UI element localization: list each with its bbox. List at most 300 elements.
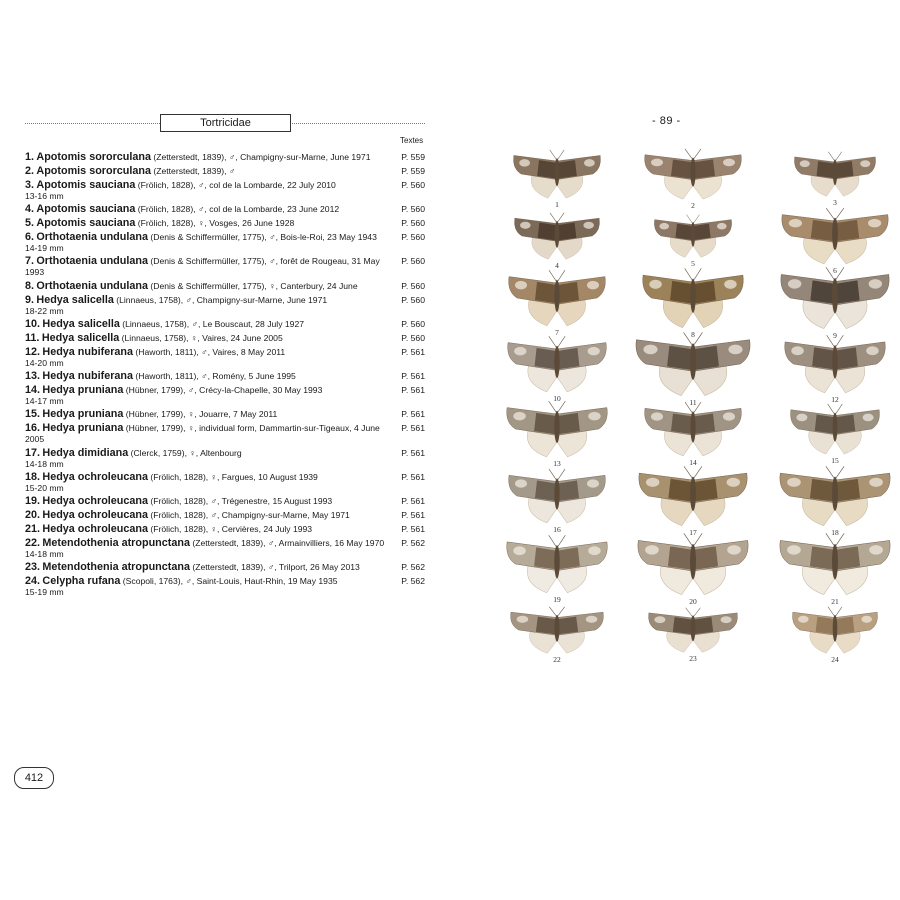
moth-wing-spot-right	[583, 222, 594, 229]
moth-illustration	[779, 265, 891, 331]
moth-specimen	[779, 265, 891, 340]
species-entry	[25, 385, 435, 406]
moth-body	[690, 544, 696, 579]
specimen-number: 2	[691, 201, 695, 210]
species-number: 19.	[25, 495, 41, 507]
moth-antenna-right	[558, 469, 565, 479]
page-reference: P. 560	[401, 204, 425, 214]
moth-wing-spot-right	[588, 546, 600, 555]
moth-wing-spot-right	[586, 616, 598, 623]
page-reference: P. 560	[401, 295, 425, 305]
page-number-bottom: 412	[14, 767, 54, 789]
moth-specimen	[506, 334, 608, 403]
species-entry	[25, 371, 435, 382]
specimen-number: 4	[555, 261, 559, 270]
wingspan-size: 14-19 mm	[25, 243, 64, 253]
moth-wing-band-left	[815, 415, 835, 434]
moth-antenna-right	[694, 149, 701, 159]
moth-body	[554, 346, 559, 378]
specimen-number: 23	[689, 654, 697, 663]
specimen-number: 19	[553, 595, 561, 604]
wingspan-size: 18-22 mm	[25, 306, 64, 316]
moth-wing-spot-left	[513, 412, 525, 421]
moth-antenna-right	[694, 466, 702, 477]
moth-wing-band-right	[693, 160, 715, 179]
species-list	[25, 152, 435, 600]
specimen-number: 10	[553, 394, 561, 403]
species-name: Hedya dimidiana	[42, 447, 129, 459]
species-entry	[25, 510, 435, 521]
page-reference: P. 560	[401, 218, 425, 228]
species-entry-text	[25, 295, 435, 306]
species-number: 15.	[25, 408, 41, 420]
moth-antenna-left	[685, 149, 692, 159]
species-details: (Denis & Schiffermüller, 1775), ♂, Bois-le-Roi, 23 May 1943	[150, 232, 377, 242]
species-entry	[25, 562, 435, 573]
moth-wing-band-left	[675, 224, 693, 240]
specimen-number: 14	[689, 458, 697, 467]
moth-wing-spot-left	[788, 279, 801, 288]
moth-wing-band-right	[693, 546, 718, 570]
species-details: (Haworth, 1811), ♂, Romény, 5 June 1995	[135, 371, 296, 381]
species-details: (Scopoli, 1763), ♂, Saint-Louis, Haut-Rhin, 19 May 1935	[122, 576, 338, 586]
moth-illustration	[512, 148, 602, 200]
wingspan-size: 14-18 mm	[25, 549, 64, 559]
moth-antenna-right	[558, 401, 565, 412]
moth-wing-band-right	[835, 220, 859, 241]
moth-wing-spot-left	[796, 414, 807, 422]
moth-wing-spot-right	[863, 414, 874, 422]
species-entry	[25, 281, 435, 292]
species-details: (Denis & Schiffermüller, 1775), ♂, forêt de Rougeau, 31 May 1993	[25, 256, 380, 277]
moth-specimen	[641, 266, 745, 339]
moth-antenna-right	[558, 270, 565, 281]
moth-wing-band-right	[693, 224, 711, 240]
species-details: (Linnaeus, 1758), ♂, Le Bouscaut, 28 July 1927	[122, 319, 305, 329]
moth-wing-spot-right	[861, 616, 872, 623]
moth-illustration	[778, 531, 892, 597]
page-reference: P. 562	[401, 538, 425, 548]
species-number: 24.	[25, 575, 41, 587]
moth-antenna-right	[558, 535, 565, 546]
moth-specimen	[636, 531, 750, 606]
moth-wing-spot-right	[724, 280, 736, 289]
species-entry-text	[25, 232, 435, 243]
moth-wing-band-left	[668, 479, 693, 502]
moth-wing-band-right	[557, 160, 577, 179]
moth-illustration	[641, 266, 745, 330]
species-name: Hedya nubiferana	[42, 370, 134, 382]
species-details: (Zetterstedt, 1839), ♂, Armainvilliers, 16 May 1970	[192, 538, 385, 548]
moth-specimen	[653, 213, 733, 268]
moth-specimen	[634, 330, 752, 407]
moth-body	[554, 545, 559, 578]
species-entry	[25, 347, 435, 368]
species-entry-text	[25, 281, 435, 292]
moth-wing-band-left	[671, 160, 693, 179]
moth-antenna-left	[549, 535, 556, 546]
moth-wing-band-right	[693, 346, 719, 370]
species-entry-text	[25, 524, 435, 535]
page-reference: P. 561	[401, 385, 425, 395]
species-entry-text	[25, 423, 435, 445]
wingspan-size: 13-16 mm	[25, 191, 64, 201]
species-name: Hedya salicella	[41, 332, 120, 344]
moth-antenna-right	[694, 215, 700, 223]
moth-antenna-right	[558, 336, 565, 347]
page-reference: P. 560	[401, 232, 425, 242]
species-number: 7.	[25, 255, 35, 267]
moth-wing-band-right	[693, 413, 715, 434]
moth-antenna-left	[685, 402, 692, 412]
specimen-number: 15	[831, 456, 839, 465]
moth-wing-spot-right	[584, 159, 595, 166]
moth-wing-spot-left	[654, 616, 665, 623]
species-details: (Frölich, 1828), ♀, Vosges, 26 June 1928	[137, 218, 295, 228]
moth-antenna-left	[826, 533, 834, 545]
moth-specimen	[778, 464, 892, 537]
moth-wing-band-left	[812, 347, 835, 369]
species-entry-text	[25, 371, 435, 382]
specimen-plate	[470, 138, 880, 738]
moth-wing-band-left	[810, 280, 835, 304]
species-number: 22.	[25, 537, 41, 549]
moth-wing-band-right	[557, 480, 579, 501]
page-reference: P. 560	[401, 319, 425, 329]
moth-wing-band-left	[668, 546, 693, 570]
moth-antenna-left	[549, 469, 556, 479]
textes-label: Textes	[400, 136, 424, 145]
wingspan-size: 14-20 mm	[25, 358, 64, 368]
moth-wing-spot-left	[789, 219, 802, 228]
moth-body	[690, 411, 695, 442]
moth-illustration	[506, 334, 608, 394]
specimen-number: 12	[831, 395, 839, 404]
moth-wing-band-left	[670, 281, 693, 304]
moth-body	[554, 280, 559, 312]
moth-wing-spot-left	[514, 347, 526, 356]
species-details: (Frölich, 1828), ♀, Fargues, 10 August 1939	[150, 472, 318, 482]
moth-antenna-left	[549, 607, 556, 616]
moth-body	[832, 544, 838, 579]
moth-wing-band-right	[693, 479, 718, 502]
moth-body	[554, 411, 559, 443]
species-entry	[25, 576, 435, 597]
moth-antenna-right	[558, 607, 565, 616]
species-details: (Denis & Schiffermüller, 1775), ♀, Canterbury, 24 June	[150, 281, 358, 291]
specimen-number: 18	[831, 528, 839, 537]
moth-wing-band-left	[534, 413, 557, 434]
moth-illustration	[637, 464, 749, 528]
species-number: 6.	[25, 231, 35, 243]
specimen-number: 6	[833, 266, 837, 275]
species-details: (Linnaeus, 1758), ♂, Champigny-sur-Marne, June 1971	[116, 295, 328, 305]
section-title: Tortricidae	[160, 114, 291, 132]
species-entry	[25, 333, 435, 344]
species-name: Hedya ochroleucana	[42, 471, 149, 483]
moth-wing-band-left	[537, 160, 557, 179]
moth-antenna-right	[694, 268, 701, 279]
moth-body	[832, 477, 838, 511]
moth-wing-spot-left	[651, 159, 663, 167]
moth-illustration	[643, 147, 743, 201]
moth-antenna-right	[836, 607, 842, 616]
moth-body	[555, 615, 560, 642]
species-entry	[25, 409, 435, 420]
species-number: 18.	[25, 471, 41, 483]
wingspan-size: 14-17 mm	[25, 396, 64, 406]
moth-wing-spot-left	[646, 478, 659, 487]
moth-wing-spot-right	[869, 279, 882, 288]
moth-wing-spot-left	[643, 345, 657, 355]
species-details: (Linnaeus, 1758), ♀, Vaires, 24 June 2005	[121, 333, 283, 343]
moth-specimen	[647, 606, 739, 663]
species-details: (Hübner, 1799), ♀, individual form, Dammartin-sur-Tigeaux, 4 June 2005	[25, 423, 380, 444]
page-reference: P. 559	[401, 166, 425, 176]
specimen-number: 1	[555, 200, 559, 209]
moth-wing-band-right	[557, 223, 576, 241]
moth-wing-band-right	[557, 413, 580, 434]
moth-wing-spot-right	[869, 545, 883, 554]
moth-antenna-left	[684, 332, 692, 344]
moth-specimen	[507, 268, 607, 337]
moth-wing-spot-right	[866, 346, 878, 355]
moth-illustration	[634, 330, 752, 398]
page-reference: P. 560	[401, 333, 425, 343]
moth-body	[832, 345, 837, 378]
moth-body	[555, 158, 560, 186]
specimen-number: 3	[833, 198, 837, 207]
moth-wing-band-left	[673, 617, 693, 634]
species-number: 8.	[25, 280, 35, 292]
moth-antenna-right	[558, 213, 564, 222]
species-entry-text	[25, 333, 435, 344]
moth-wing-band-left	[816, 617, 835, 635]
moth-body	[833, 615, 838, 642]
moth-wing-spot-left	[513, 546, 525, 555]
species-entry	[25, 496, 435, 507]
species-number: 17.	[25, 447, 41, 459]
species-number: 3.	[25, 179, 35, 191]
moth-wing-band-left	[667, 346, 693, 370]
moth-antenna-left	[549, 270, 556, 281]
moth-antenna-left	[684, 466, 692, 477]
moth-specimen	[643, 147, 743, 210]
species-name: Hedya ochroleucana	[42, 495, 149, 507]
species-name: Hedya nubiferana	[42, 346, 134, 358]
species-number: 21.	[25, 523, 41, 535]
species-entry-text	[25, 562, 435, 573]
page-reference: P. 561	[401, 347, 425, 357]
moth-body	[691, 615, 696, 641]
species-entry	[25, 256, 435, 278]
moth-wing-band-right	[557, 348, 579, 369]
species-number: 5.	[25, 217, 35, 229]
specimen-number: 13	[553, 459, 561, 468]
moth-illustration	[636, 531, 750, 597]
moth-illustration	[509, 605, 605, 655]
moth-wing-spot-left	[517, 616, 529, 623]
species-number: 2.	[25, 165, 35, 177]
moth-wing-spot-right	[860, 160, 870, 167]
moth-wing-band-left	[535, 282, 557, 303]
species-number: 9.	[25, 294, 35, 306]
specimen-number: 11	[689, 398, 697, 407]
species-name: Apotomis sororculana	[36, 151, 151, 163]
species-entry-text	[25, 510, 435, 521]
species-entry-text	[25, 204, 435, 215]
species-details: (Zetterstedt, 1839), ♂	[153, 166, 236, 176]
species-name: Celypha rufana	[42, 575, 121, 587]
moth-wing-spot-right	[721, 616, 732, 623]
moth-wing-band-left	[811, 220, 835, 241]
moth-wing-band-left	[534, 547, 557, 569]
moth-illustration	[507, 467, 607, 525]
species-name: Orthotaenia undulana	[36, 280, 148, 292]
species-name: Apotomis sauciana	[36, 203, 136, 215]
page-number-top: - 89 -	[652, 115, 681, 127]
species-entry	[25, 152, 435, 163]
moth-wing-band-right	[835, 161, 853, 178]
moth-specimen	[783, 333, 887, 404]
species-entry	[25, 232, 435, 253]
moth-illustration	[505, 399, 609, 459]
species-number: 13.	[25, 370, 41, 382]
moth-wing-band-right	[835, 546, 860, 570]
page-reference: P. 562	[401, 562, 425, 572]
page-reference: P. 561	[401, 423, 425, 433]
moth-wing-spot-right	[869, 478, 883, 487]
moth-wing-band-right	[835, 617, 854, 635]
moth-specimen	[791, 605, 879, 664]
moth-body	[690, 279, 695, 313]
moth-wing-spot-right	[723, 412, 735, 420]
species-entry	[25, 204, 435, 215]
moth-wing-spot-left	[519, 159, 530, 166]
specimen-number: 17	[689, 528, 697, 537]
moth-specimen	[643, 400, 743, 467]
moth-antenna-left	[826, 267, 834, 279]
moth-wing-spot-left	[515, 281, 527, 290]
moth-wing-spot-right	[727, 545, 741, 554]
moth-wing-band-right	[557, 547, 580, 569]
species-entry-text	[25, 472, 435, 483]
moth-wing-spot-right	[587, 281, 599, 290]
page-reference: P. 560	[401, 281, 425, 291]
page-reference: P. 560	[401, 180, 425, 190]
wingspan-size: 14-18 mm	[25, 459, 64, 469]
moth-wing-spot-left	[520, 222, 531, 229]
species-entry	[25, 319, 435, 330]
moth-wing-band-left	[535, 348, 557, 369]
moth-wing-spot-left	[649, 280, 661, 289]
species-details: (Frölich, 1828), ♂, Champigny-sur-Marne, May 1971	[150, 510, 350, 520]
moth-antenna-left	[550, 213, 556, 222]
moth-specimen	[789, 402, 881, 465]
species-entry	[25, 538, 435, 559]
moth-body	[833, 159, 837, 185]
moth-body	[833, 413, 838, 442]
moth-antenna-left	[828, 607, 834, 616]
moth-wing-spot-left	[791, 346, 803, 355]
moth-antenna-right	[836, 404, 842, 414]
specimen-number: 22	[553, 655, 561, 664]
moth-wing-spot-right	[587, 479, 599, 487]
species-details: (Frölich, 1828), ♂, Trégenestre, 15 August 1993	[150, 496, 333, 506]
moth-wing-spot-right	[588, 347, 600, 356]
moth-antenna-left	[550, 150, 556, 159]
page-reference: P. 561	[401, 409, 425, 419]
specimen-number: 24	[831, 655, 839, 664]
moth-antenna-left	[549, 336, 556, 347]
species-entry-text	[25, 218, 435, 229]
page-reference: P. 560	[401, 256, 425, 266]
species-name: Orthotaenia undulana	[36, 231, 148, 243]
species-number: 23.	[25, 561, 41, 573]
species-details: (Clerck, 1759), ♀, Altenbourg	[130, 448, 242, 458]
species-number: 14.	[25, 384, 41, 396]
species-entry-text	[25, 319, 435, 330]
moth-wing-band-right	[835, 479, 860, 502]
moth-wing-band-right	[557, 282, 579, 303]
moth-specimen	[509, 605, 605, 664]
moth-antenna-right	[558, 150, 564, 159]
species-entry-text	[25, 256, 435, 278]
moth-wing-spot-left	[800, 160, 810, 167]
moth-wing-spot-left	[798, 616, 809, 623]
species-name: Apotomis sauciana	[36, 179, 136, 191]
moth-antenna-left	[828, 404, 834, 414]
moth-body	[554, 478, 559, 509]
species-number: 10.	[25, 318, 41, 330]
wingspan-size: 15-20 mm	[25, 483, 64, 493]
header-rule-right	[290, 123, 425, 124]
species-entry	[25, 180, 435, 201]
species-name: Metendothenia atropunctana	[42, 561, 190, 573]
moth-illustration	[778, 464, 892, 528]
moth-antenna-left	[828, 152, 834, 161]
moth-wing-band-right	[693, 617, 713, 634]
moth-illustration	[789, 402, 881, 456]
species-entry-text	[25, 538, 435, 549]
moth-body	[832, 218, 838, 250]
species-details: (Frölich, 1828), ♂, col de la Lombarde, 23 June 2012	[137, 204, 340, 214]
moth-body	[690, 158, 695, 187]
moth-wing-spot-left	[659, 223, 669, 230]
moth-wing-band-left	[535, 480, 557, 501]
moth-illustration	[780, 206, 890, 266]
species-entry-text	[25, 409, 435, 420]
page-reference: P. 559	[401, 152, 425, 162]
moth-antenna-right	[836, 152, 842, 161]
wingspan-size: 15-19 mm	[25, 587, 64, 597]
moth-antenna-right	[694, 533, 702, 545]
moth-illustration	[783, 333, 887, 395]
header-rule-left	[25, 123, 160, 124]
species-name: Orthotaenia undulana	[36, 255, 148, 267]
species-name: Hedya ochroleucana	[42, 523, 149, 535]
species-entry-text	[25, 576, 435, 587]
species-entry	[25, 448, 435, 469]
species-entry-text	[25, 180, 435, 191]
moth-wing-band-left	[810, 479, 835, 502]
moth-illustration	[643, 400, 743, 458]
moth-antenna-left	[686, 608, 692, 617]
species-details: (Frölich, 1828), ♂, col de la Lombarde, 22 July 2010	[137, 180, 336, 190]
species-name: Hedya pruniana	[42, 422, 124, 434]
moth-antenna-right	[836, 208, 844, 219]
species-number: 1.	[25, 151, 35, 163]
